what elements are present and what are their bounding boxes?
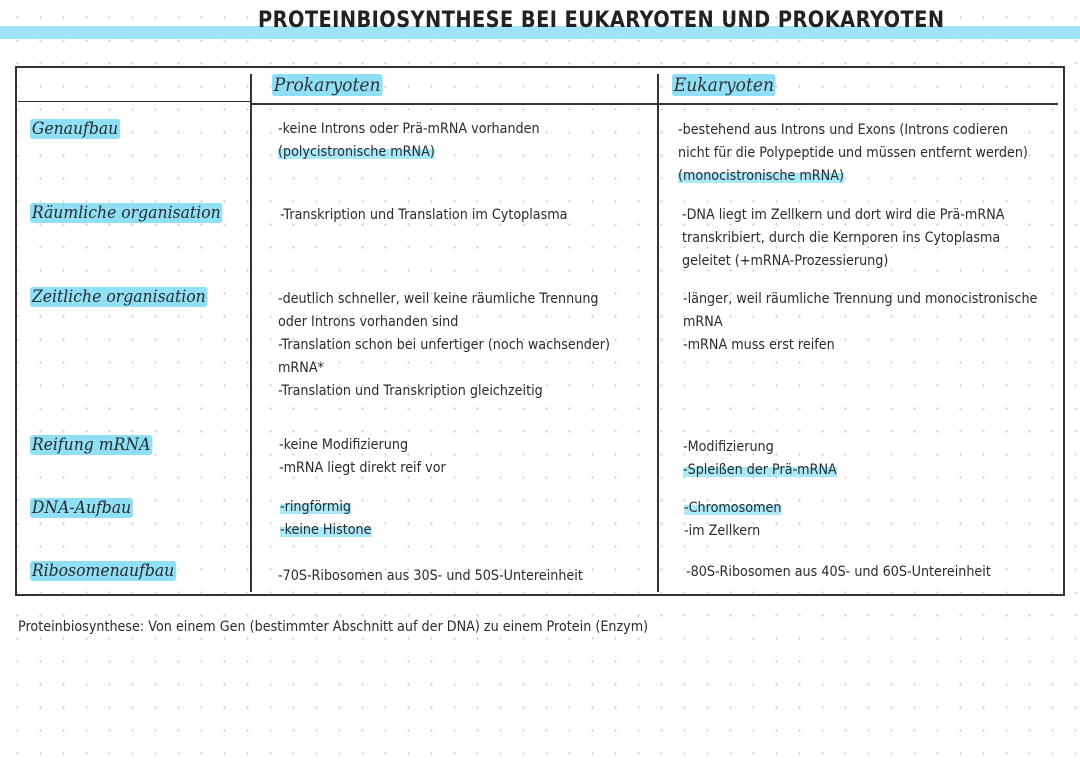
row-label-zeitliche-organisation: Zeitliche organisation	[31, 287, 206, 307]
cell-raeumlich-eukaryoten: -DNA liegt im Zellkern und dort wird die Prä-mRNA transkribiert, durch die Kernporen ins Cytoplasma geleitet (+mRNA-Prozessierung)	[682, 207, 1005, 269]
cell-reifung-prokaryoten: -keine Modifizierung -mRNA liegt direkt reif vor	[279, 437, 446, 476]
row-label-dna-aufbau: DNA-Aufbau	[31, 498, 132, 518]
cell-zeitlich-eukaryoten: -länger, weil räumliche Trennung und monocistronische mRNA -mRNA muss erst reifen	[683, 291, 1038, 353]
column-divider	[250, 74, 252, 592]
cell-reifung-eukaryoten: -Modifizierung -Spleißen der Prä-mRNA	[683, 439, 837, 478]
cell-zeitlich-prokaryoten: -deutlich schneller, weil keine räumliche Trennung oder Introns vorhanden sind -Translation schon bei unfertiger (noch wachsender) mRNA* -Translation und Transkription gleichzeitig	[278, 291, 610, 399]
cell-raeumlich-prokaryoten: -Transkription und Translation im Cytoplasma	[280, 207, 568, 223]
cell-genaufbau-eukaryoten: -bestehend aus Introns und Exons (Introns codieren nicht für die Polypeptide und müssen entfernt werden) (monocistronische mRNA)	[678, 122, 1028, 184]
column-divider	[657, 74, 659, 592]
row-label-raeumliche-organisation: Räumliche organisation	[31, 203, 221, 223]
row-label-reifung-mrna: Reifung mRNA	[31, 435, 151, 455]
header-divider	[252, 103, 1058, 105]
page-title: PROTEINBIOSYNTHESE BEI EUKARYOTEN UND PROKARYOTEN	[258, 8, 945, 33]
column-header-prokaryoten: Prokaryoten	[273, 74, 381, 96]
row-label-ribosomenaufbau: Ribosomenaufbau	[31, 561, 175, 581]
column-header-eukaryoten: Eukaryoten	[673, 74, 774, 96]
cell-ribosomen-eukaryoten: -80S-Ribosomen aus 40S- und 60S-Untereinheit	[686, 564, 991, 580]
cell-genaufbau-prokaryoten: -keine Introns oder Prä-mRNA vorhanden (polycistronische mRNA)	[278, 121, 540, 160]
row-label-genaufbau: Genaufbau	[31, 119, 119, 139]
cell-dna-prokaryoten: -ringförmig -keine Histone	[280, 499, 372, 538]
cell-dna-eukaryoten: -Chromosomen -im Zellkern	[684, 500, 782, 539]
header-divider	[18, 101, 250, 102]
definition-note: Proteinbiosynthese: Von einem Gen (bestimmter Abschnitt auf der DNA) zu einem Protein (Enzym)	[18, 619, 649, 635]
cell-ribosomen-prokaryoten: -70S-Ribosomen aus 30S- und 50S-Untereinheit	[278, 568, 583, 584]
